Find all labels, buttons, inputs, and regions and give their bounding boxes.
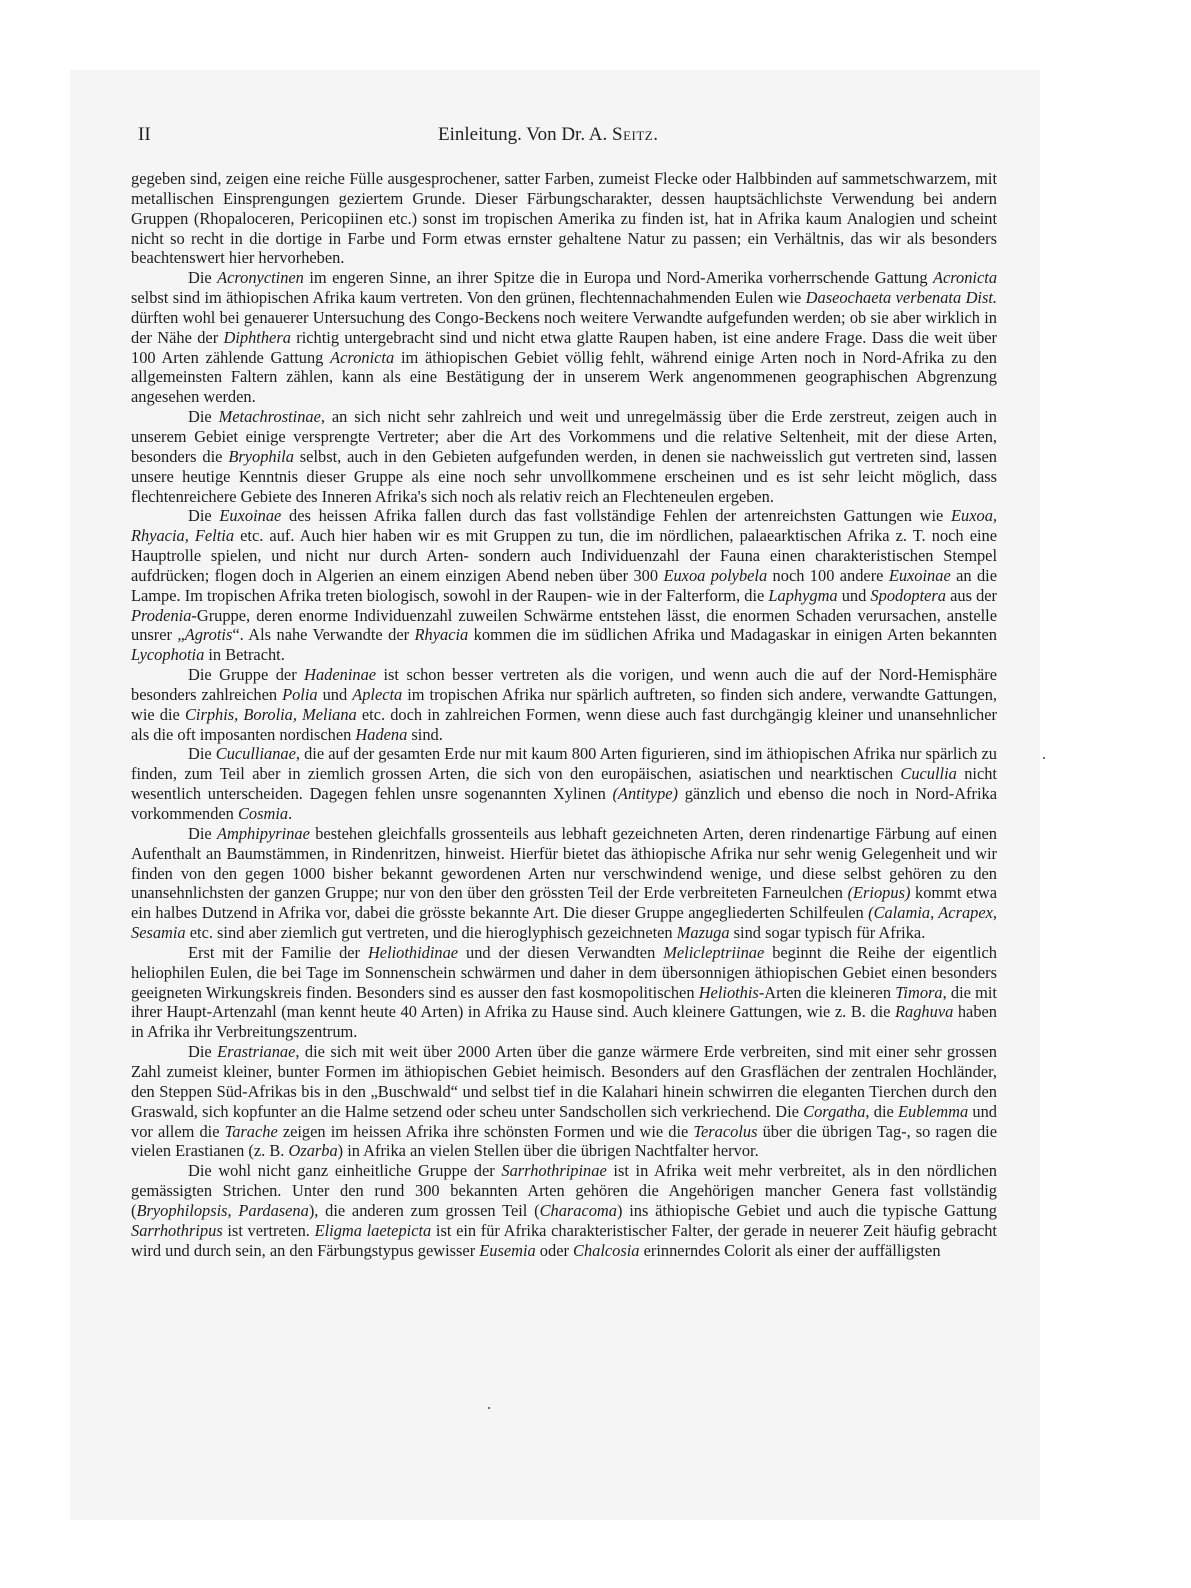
text-run: nicht wesentlich unterscheiden. Dagegen fehlen unsre sogenannten Xylinen	[131, 764, 997, 804]
text-run: Die	[188, 823, 218, 843]
text-run: sind.	[407, 724, 443, 744]
text-run: ist schon besser vertreten als die vorigen, und wenn auch die auf der Nord-Hemisphäre besonders zahlreichen	[131, 665, 998, 704]
text-run: im äthiopischen Gebiet völlig fehlt, während einige Arten noch in Nord-Afrika zu den allgemeinsten Faltern zählen, kann als eine Bestätigung der in unserem Werk angenommenen geographischen Abgrenzung angesehen werden.	[131, 347, 997, 407]
italic-term: Heliothis	[698, 982, 759, 1002]
text-run: ist in Afrika weit mehr verbreitet, als in den nördlichen gemässigten Strichen. Unter den rund 300 bekannten Arten gehören die Angehörigen mancher Genera fast vollständig (	[131, 1161, 997, 1220]
italic-term: Agrotis	[184, 625, 233, 645]
text-run: sind sogar typisch für Afrika.	[729, 923, 926, 943]
text-run: über die übrigen Tag-, so ragen die vielen Erastianen (z. B.	[131, 1121, 997, 1161]
text-run: noch 100 andere	[767, 565, 889, 585]
italic-term: Euxoinae	[219, 506, 282, 526]
paragraph	[131, 943, 997, 1042]
text-run: ) ins äthiopische Gebiet und auch die typische Gattung	[616, 1200, 997, 1220]
text-run: Die	[188, 268, 218, 288]
paragraph	[131, 407, 997, 506]
italic-term: Metachrostinae	[218, 407, 321, 427]
italic-term: Cucullianae	[215, 744, 296, 764]
paragraph	[131, 1042, 997, 1161]
italic-term: Bryophilopsis, Pardasena	[136, 1200, 309, 1220]
italic-term: Acronicta	[330, 347, 395, 367]
italic-term: Laphygma	[768, 585, 838, 605]
text-run: im tropischen Afrika nur spärlich auftreten, so finden sich andere, verwandte Gattungen, wie die	[131, 684, 998, 724]
italic-term: Euxoa, Rhyacia, Feltia	[131, 506, 997, 546]
running-header	[138, 124, 1003, 148]
text-run: und vor allem die	[131, 1101, 997, 1141]
text-run: und der diesen Verwandten	[458, 942, 664, 962]
italic-term: Ozarba	[288, 1141, 338, 1161]
italic-term: Sarrhothripinae	[501, 1161, 607, 1181]
paragraph	[131, 169, 997, 268]
italic-term: Euxoinae	[888, 565, 951, 585]
running-title-prefix: Einleitung. Von Dr. A.	[438, 124, 613, 145]
italic-term: Eusemia	[479, 1240, 536, 1260]
italic-term: Bryophila	[228, 446, 294, 466]
text-run: erinnerndes Colorit als einer der auffälligsten	[639, 1240, 941, 1260]
italic-term: Teracolus	[693, 1121, 758, 1141]
text-run: etc. auf. Auch hier haben wir es mit Gruppen zu tun, die im nördlichen, palaearktischen Afrika z. T. noch eine Hauptrolle spielen, und nicht nur durch Arten- sondern auch Individuenzahl der Fauna einen charakteristischen Stempel aufdrücken; flogen doch in Algerien an einem einzigen Abend neben über 300	[131, 526, 997, 585]
italic-term: Cosmia	[237, 804, 289, 823]
text-run: ), die anderen zum grossen Teil (	[308, 1200, 540, 1220]
italic-term: Timora	[895, 982, 943, 1002]
text-run: richtig untergebracht sind und nicht etwa glatte Raupen haben, ist eine andere Frage. Dass die weit über 100 Arten zählende Gattung	[131, 327, 997, 367]
body-text	[131, 169, 997, 1260]
paragraph	[131, 1161, 997, 1260]
italic-term: Eublemma	[898, 1101, 969, 1121]
paragraph	[131, 824, 997, 943]
text-run: , die sich mit weit über 2000 Arten über die ganze wärmere Erde verbreiten, sind mit einer sehr grossen Zahl zumeist kleiner, bunter Formen im äthiopischen Gebiet heimisch. Besonders auf den Grasflächen der zentralen Hochländer, den Steppen Süd-Afrikas bis in den „Buschwald“ und selbst tief in die Kalahari hinein schwirren die eleganten Tierchen durch den Graswald, sich kopfunter an die Halme setzend oder scheu unter Sandschollen sich verkriechend. Die	[131, 1042, 997, 1121]
text-run: gegeben sind, zeigen eine reiche Fülle ausgesprochener, satter Farben, zumeist Flecke oder Halbbinden auf sammetschwarzem, mit metallischen Einsprengungen geziertem Grunde. Dieser Färbungscharakter, dessen hauptsächlichste Verwendung bei andern Gruppen (Rhopaloceren, Pericopiinen etc.) sonst im tropischen Amerika zu finden ist, hat in Afrika kaum Analogien und scheint nicht so recht in die dortige in Farbe und Form etwas ernster gehaltene Natur zu passen; ein Verhältnis, das wir als besonders beachtenswert hier hervorheben.	[131, 169, 997, 268]
text-run: etc. sind aber ziemlich gut vertreten, und die hieroglyphisch gezeichneten	[185, 923, 677, 943]
running-title	[438, 124, 838, 146]
italic-term: Rhyacia	[414, 625, 469, 645]
italic-term: Amphipyrinae	[217, 823, 310, 843]
text-run: des heissen Afrika fallen durch das fast vollständige Fehlen der artenreichsten Gattungen wie	[281, 506, 952, 526]
italic-term: Eligma laetepicta	[314, 1220, 432, 1240]
italic-term: (Eriopus)	[847, 883, 911, 903]
italic-term: Acronyctinen	[217, 268, 304, 288]
italic-term: Tarache	[224, 1121, 278, 1141]
italic-term: Hadeninae	[304, 665, 377, 685]
text-run: Erst mit der Familie der	[188, 942, 368, 962]
italic-term: Melicleptriinae	[663, 942, 765, 962]
paragraph	[131, 665, 997, 744]
italic-term: Cirphis, Borolia, Meliana	[184, 704, 357, 724]
italic-term: (Calamia, Acrapex, Sesamia	[131, 903, 997, 943]
text-run: zeigen im heissen Afrika ihre schönsten Formen und wie die	[277, 1121, 694, 1141]
text-run: und	[317, 684, 353, 704]
print-speck	[1043, 757, 1045, 759]
print-speck	[488, 1407, 490, 1409]
italic-term: Lycophotia	[131, 645, 205, 665]
paragraph	[131, 268, 997, 407]
text-run: “. Als nahe Verwandte der	[232, 625, 415, 645]
text-run: im engeren Sinne, an ihrer Spitze die in Europa und Nord-Amerika vorherrschende Gattung	[303, 268, 933, 288]
italic-term: Diphthera	[223, 327, 291, 347]
text-run: , die auf der gesamten Erde nur mit kaum 800 Arten figurieren, sind im äthiopischen Afrika nur spärlich zu finden, zum Teil aber in ziemlich grossen Arten, die sich von den europäischen, asiatischen und nearktischen	[131, 744, 997, 784]
text-run: Die wohl nicht ganz einheitliche Gruppe der	[188, 1161, 502, 1181]
running-title-author: Seitz.	[612, 124, 659, 145]
text-run: dürften wohl bei genauerer Untersuchung des Congo-Beckens noch weitere Verwandte aufgefunden werden; ob sie aber wirklich in der Nähe der	[131, 307, 997, 347]
text-run: haben in Afrika ihr Verbreitungszentrum.	[131, 1002, 997, 1042]
text-run: -Gruppe, deren enorme Individuenzahl zuweilen Schwärme entstehen lässt, die enormen Schaden verursachen, anstelle unsrer „	[131, 605, 997, 645]
italic-term: Prodenia	[131, 605, 192, 625]
text-run: und	[837, 585, 871, 605]
page-number: II	[138, 124, 151, 145]
italic-term: Aplecta	[352, 684, 403, 704]
text-run: Die	[188, 1042, 218, 1062]
text-run: etc. doch in zahlreichen Formen, wenn diese auch fast durchgängig kleiner und unansehnlicher als die oft imposanten nordischen	[131, 704, 997, 744]
text-run: an die Lampe. Im tropischen Afrika treten biologisch, sowohl in der Raupen- wie in der Falterform, die	[131, 565, 997, 605]
text-run: Die	[188, 506, 220, 526]
text-run: -Arten die kleineren	[758, 982, 896, 1002]
italic-term: Mazuga	[676, 923, 730, 943]
text-run: , die mit ihrer Haupt-Artenzahl (man kennt heute 40 Arten) in Afrika zu Hause sind. Auch kleinere Gattungen, wie z. B. die	[131, 982, 997, 1022]
italic-term: Spodoptera	[870, 585, 946, 605]
text-run: aus der	[946, 585, 997, 605]
italic-term: Chalcosia	[573, 1240, 640, 1260]
text-run: kommen die im südlichen Afrika und Madagaskar in einigen Arten bekannten	[468, 625, 997, 645]
text-run: bestehen gleichfalls grossenteils aus lebhaft gezeichneten Arten, deren rindenartige Färbung auf einen Aufenthalt an Baumstämmen, in Rindenritzen, hinweist. Hierfür bietet das äthiopische Afrika nur sehr wenig Gelegenheit und wir finden von den gegen 1000 bisher bekannt gewordenen Arten nur verschwindend wenige, und diese selbst gehören zu den unansehnlichsten der ganzen Gruppe; nur von den über den grössten Teil der Erde verbreiteten Farneulchen	[131, 823, 998, 903]
italic-term: Corgatha	[803, 1101, 866, 1121]
paragraph	[131, 506, 997, 665]
text-run: , die	[865, 1101, 899, 1121]
text-run: oder	[535, 1240, 574, 1260]
text-run: .	[288, 804, 293, 823]
text-run: Die	[188, 407, 219, 427]
italic-term: Hadena	[355, 724, 408, 744]
text-run: selbst sind im äthiopischen Afrika kaum vertreten. Von den grünen, flechtennachahmenden Eulen wie	[131, 288, 806, 308]
italic-term: Daseochaeta verbenata Dist.	[805, 288, 997, 308]
text-run: gänzlich und ebenso die noch in Nord-Afrika vorkommenden	[131, 784, 997, 823]
text-run: ist ein für Afrika charakteristischer Falter, der gerade in neuerer Zeit häufig gebracht wird und durch sein, an den Färbungstypus gewisser	[131, 1220, 997, 1260]
italic-term: Characoma	[539, 1200, 617, 1220]
text-run: Die Gruppe der	[188, 665, 305, 685]
italic-term: Cucullia	[900, 764, 957, 784]
italic-term: Sarrhothripus	[131, 1220, 223, 1240]
text-run: Die	[188, 744, 216, 764]
text-run: , an sich nicht sehr zahlreich und weit und unregelmässig über die Erde zerstreut, zeigen auch in unserem Gebiet einige versprengte Vertreter; aber die Art des Vorkommens und die relative Seltenheit, mit der diese Arten, besonders die	[131, 407, 998, 466]
paragraph	[131, 744, 997, 823]
italic-term: (Antitype)	[612, 784, 678, 804]
text-run: beginnt die Reihe der eigentlich heliophilen Eulen, die bei Tage im Sonnenschein schwärmen und daher in dem übersonnigen äthiopischen Gebiet einen besonders geeigneten Wirkungskreis finden. Besonders sind es ausser den fast kosmopolitischen	[131, 942, 997, 1002]
text-run: kommt etwa ein halbes Dutzend in Afrika vor, dabei die grösste bekannte Art. Die dieser Gruppe angegliederten Schilfeulen	[131, 883, 997, 923]
text-run: ) in Afrika an vielen Stellen über die übrigen Nachtfalter hervor.	[337, 1141, 759, 1161]
italic-term: Heliothidinae	[367, 942, 459, 962]
text-run: ist vertreten.	[222, 1220, 315, 1240]
italic-term: Euxoa polybela	[663, 565, 768, 585]
text-run: selbst, auch in den Gebieten aufgefunden werden, in denen sie nachweisslich gut vertreten sind, lassen unsere heutige Kenntnis dieser Gruppe als eine noch sehr unvollkommene erscheinen und es ist sehr leicht möglich, dass flechtenreichere Gebiete des Inneren Afrika's sich noch als relativ reich an Flechteneulen ergeben.	[131, 446, 997, 506]
italic-term: Acronicta	[932, 268, 998, 288]
italic-term: Erastrianae	[217, 1042, 296, 1062]
italic-term: Polia	[282, 684, 318, 704]
italic-term: Raghuva	[895, 1002, 954, 1022]
text-run: in Betracht.	[204, 645, 285, 665]
